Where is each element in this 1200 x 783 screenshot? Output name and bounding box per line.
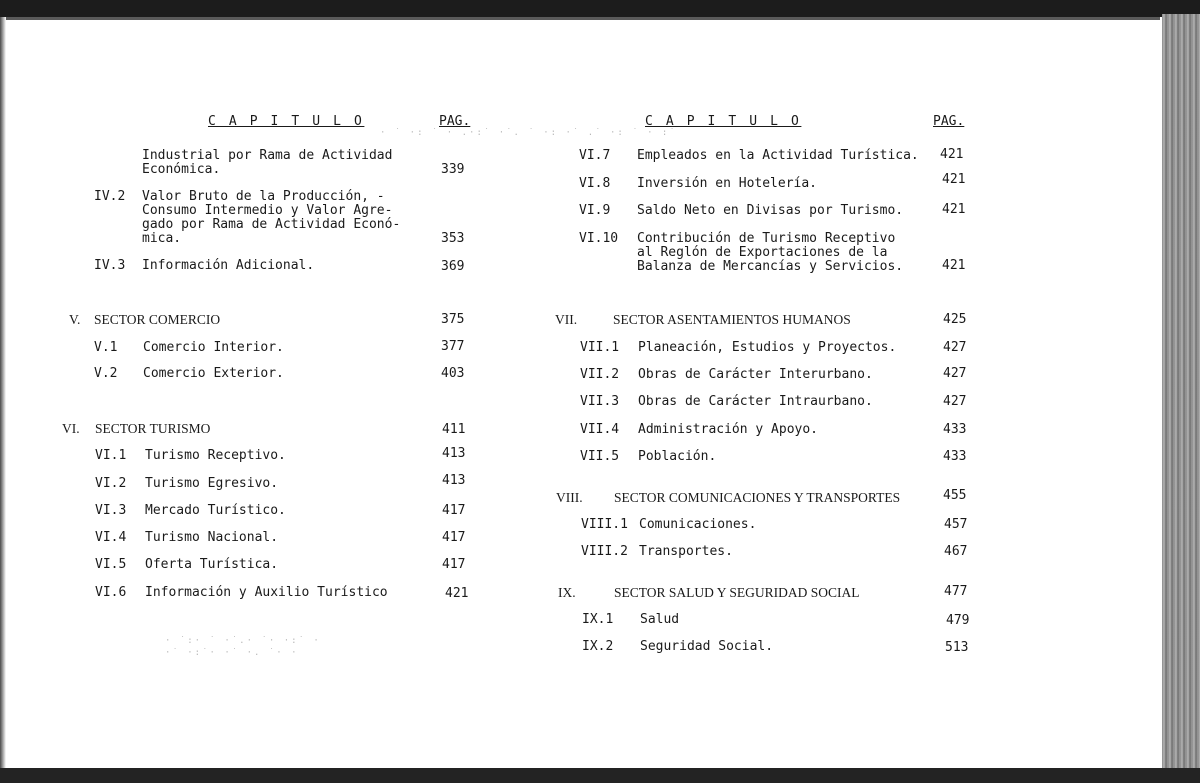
section-title: SECTOR TURISMO	[95, 421, 211, 436]
section-title: SECTOR COMERCIO	[94, 312, 221, 327]
entry-title: Población.	[638, 449, 717, 464]
entry-page: 413	[442, 473, 466, 488]
entry-page: 421	[940, 147, 964, 162]
entry-title: mica.	[142, 231, 182, 246]
entry-number: IV.3	[94, 258, 126, 273]
entry-page: 421	[942, 172, 966, 187]
entry-title: Valor Bruto de la Producción, -	[142, 189, 385, 204]
entry-title: Comunicaciones.	[639, 517, 757, 532]
entry-page: 413	[442, 446, 466, 461]
entry-number: VI.1	[95, 448, 127, 463]
entry-title: Empleados en la Actividad Turística.	[637, 148, 919, 163]
entry-title: al Reglón de Exportaciones de la	[637, 245, 888, 260]
section-title: SECTOR COMUNICACIONES Y TRANSPORTES	[614, 490, 901, 505]
entry-number: VI.10	[579, 231, 619, 246]
right-pag-header: PAG.	[933, 114, 965, 129]
bleed-through-noise: · ˙ ·: ˙ · .·:˙ ·˙. ˙ ·: ·˙ .˙ ·: ˙ · :˙	[380, 128, 677, 138]
entry-number: VI.7	[579, 148, 611, 163]
scan-left-shadow	[0, 17, 6, 772]
entry-title: Oferta Turística.	[145, 557, 279, 572]
entry-title: Balanza de Mercancías y Servicios.	[637, 259, 904, 274]
entry-number: VIII.2	[581, 544, 628, 559]
section-number: VII.	[555, 312, 578, 327]
bleed-through-noise: · ˙:· ˙ ·˙.· ˙· ·:˙ ·	[165, 636, 321, 646]
entry-page: 421	[445, 586, 469, 601]
entry-page: 417	[442, 530, 466, 545]
entry-page: 421	[942, 258, 966, 273]
entry-number: IV.2	[94, 189, 126, 204]
entry-number: VI.5	[95, 557, 127, 572]
entry-number: V.2	[94, 366, 118, 381]
entry-title: Obras de Carácter Interurbano.	[638, 367, 873, 382]
entry-number: VII.1	[580, 340, 620, 355]
scan-bottom-border	[0, 768, 1200, 783]
left-pag-header: PAG.	[439, 114, 471, 129]
entry-page: 427	[943, 394, 967, 409]
entry-page: 417	[442, 557, 466, 572]
entry-title: Consumo Intermedio y Valor Agre-	[142, 203, 393, 218]
entry-title: Inversión en Hotelería.	[637, 176, 818, 191]
section-number: IX.	[558, 585, 576, 600]
entry-title: Comercio Interior.	[143, 340, 284, 355]
entry-page: 403	[441, 366, 465, 381]
section-number: VI.	[62, 421, 80, 436]
entry-title: Saldo Neto en Divisas por Turismo.	[637, 203, 904, 218]
entry-title: Información Adicional.	[142, 258, 315, 273]
section-page: 425	[943, 312, 967, 327]
section-page: 477	[944, 584, 968, 599]
entry-page: 377	[441, 339, 465, 354]
entry-page: 421	[942, 202, 966, 217]
entry-title: Seguridad Social.	[640, 639, 774, 654]
left-capitulo-header: C A P I T U L O	[208, 114, 365, 129]
entry-page: 479	[946, 613, 970, 628]
entry-number: IX.1	[582, 612, 614, 627]
entry-number: VI.2	[95, 476, 127, 491]
section-number: VIII.	[556, 490, 583, 505]
entry-number: VII.2	[580, 367, 620, 382]
entry-title: Administración y Apoyo.	[638, 422, 819, 437]
scan-top-border	[0, 0, 1200, 17]
entry-number: VI.9	[579, 203, 611, 218]
entry-title: Mercado Turístico.	[145, 503, 286, 518]
entry-number: V.1	[94, 340, 118, 355]
section-page: 375	[441, 312, 465, 327]
section-title: SECTOR ASENTAMIENTOS HUMANOS	[613, 312, 851, 327]
section-title: SECTOR SALUD Y SEGURIDAD SOCIAL	[614, 585, 860, 600]
entry-title: Turismo Egresivo.	[145, 476, 279, 491]
entry-number: VI.3	[95, 503, 127, 518]
entry-title: Turismo Nacional.	[145, 530, 279, 545]
entry-page: 353	[441, 231, 465, 246]
entry-title: gado por Rama de Actividad Econó-	[142, 217, 401, 232]
entry-page: 433	[943, 422, 967, 437]
entry-title: Información y Auxilio Turístico	[145, 585, 388, 600]
section-number: V.	[69, 312, 81, 327]
entry-title: Obras de Carácter Intraurbano.	[638, 394, 873, 409]
entry-page: 427	[943, 340, 967, 355]
entry-page: 433	[943, 449, 967, 464]
entry-number: VII.3	[580, 394, 620, 409]
entry-page: 339	[441, 162, 465, 177]
entry-number: VII.5	[580, 449, 620, 464]
entry-title: Salud	[640, 612, 680, 627]
entry-number: VIII.1	[581, 517, 628, 532]
entry-number: VI.6	[95, 585, 127, 600]
entry-title: Económica.	[142, 162, 221, 177]
entry-page: 427	[943, 366, 967, 381]
section-page: 455	[943, 488, 967, 503]
entry-page: 369	[441, 259, 465, 274]
scan-right-border	[1162, 14, 1200, 769]
entry-title: Comercio Exterior.	[143, 366, 284, 381]
entry-title: Planeación, Estudios y Proyectos.	[638, 340, 897, 355]
entry-number: VII.4	[580, 422, 620, 437]
entry-number: VI.8	[579, 176, 611, 191]
section-page: 411	[442, 422, 466, 437]
scan-top-edge	[0, 17, 1160, 20]
entry-number: IX.2	[582, 639, 614, 654]
entry-title: Turismo Receptivo.	[145, 448, 286, 463]
bleed-through-noise: ·˙ ·:˙· ·˙ ·. ˙· ·	[165, 648, 299, 658]
entry-title: Industrial por Rama de Actividad	[142, 148, 393, 163]
entry-page: 417	[442, 503, 466, 518]
entry-page: 467	[944, 544, 968, 559]
right-capitulo-header: C A P I T U L O	[645, 114, 802, 129]
entry-title: Contribución de Turismo Receptivo	[637, 231, 896, 246]
entry-page: 457	[944, 517, 968, 532]
entry-title: Transportes.	[639, 544, 733, 559]
entry-page: 513	[945, 640, 969, 655]
entry-number: VI.4	[95, 530, 127, 545]
